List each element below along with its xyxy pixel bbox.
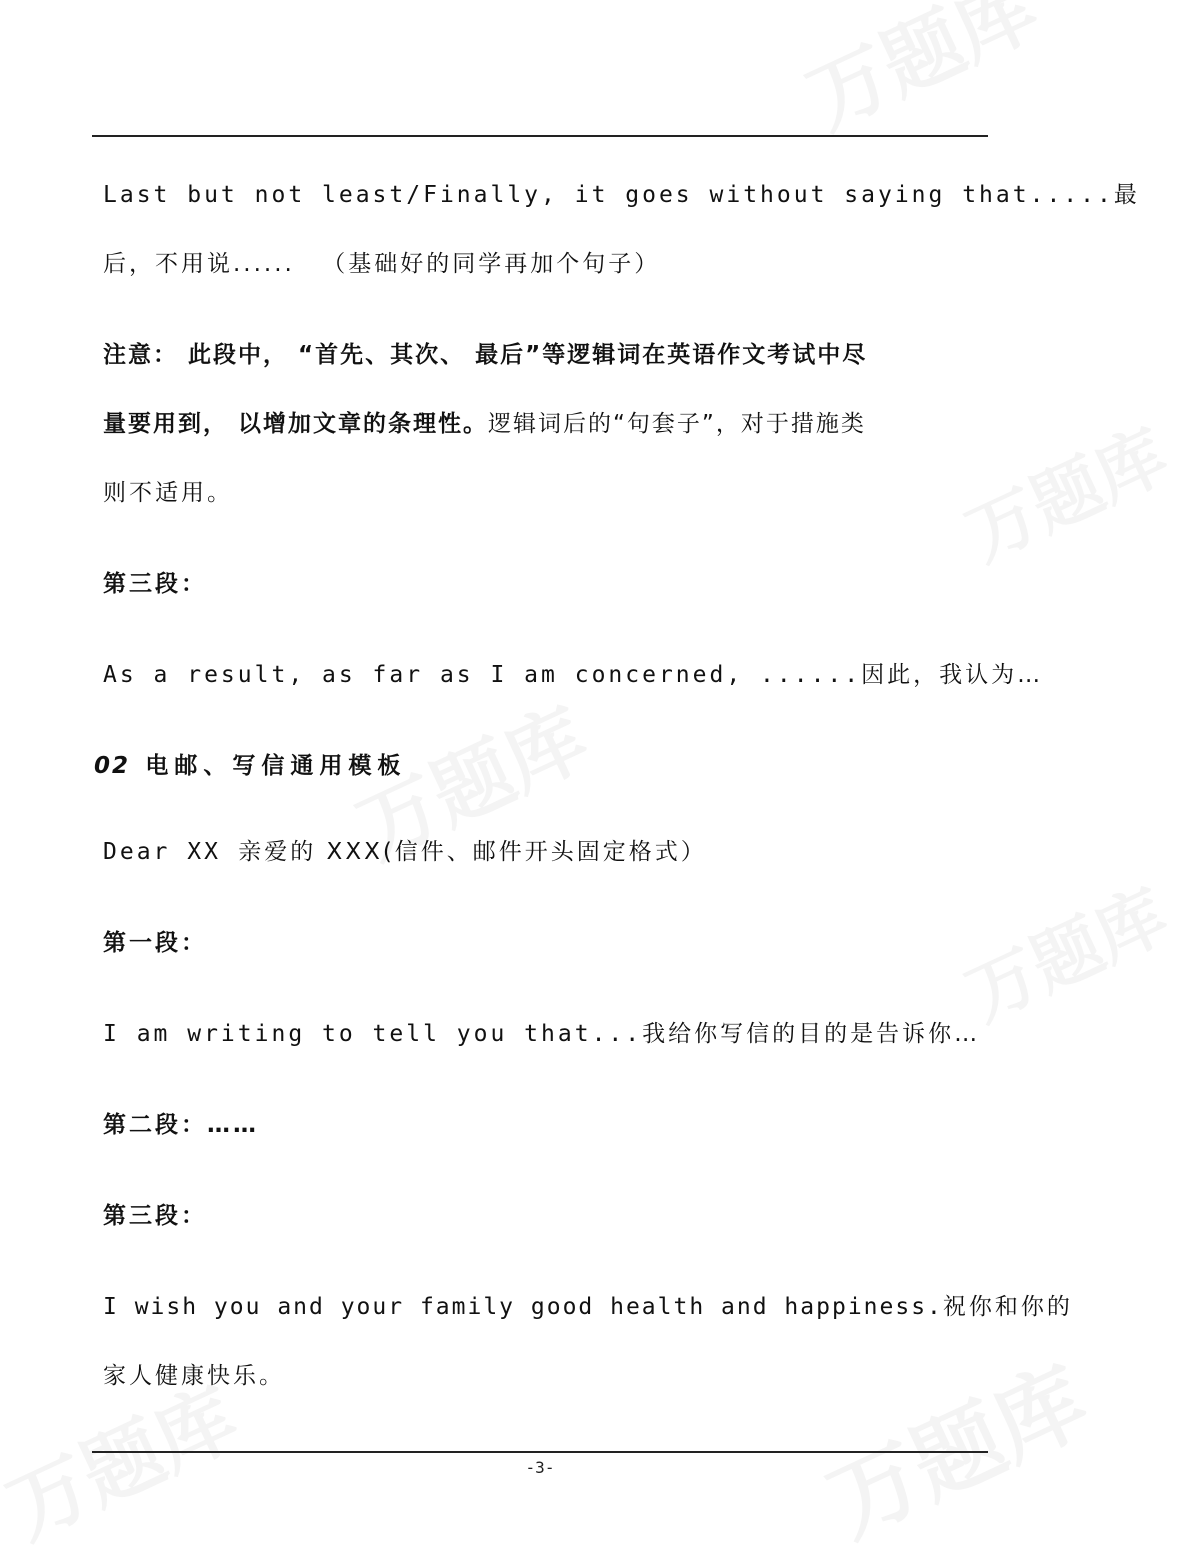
watermark-right: [948, 400, 1181, 580]
header-rule: [92, 135, 988, 137]
finally-sentence-zh-start: 最: [1113, 182, 1140, 208]
section-number: 02: [94, 753, 131, 779]
closing-line-1: [103, 1290, 1073, 1324]
section-heading: [94, 749, 969, 783]
salutation-line: [103, 835, 978, 869]
section-title: 电邮、写信通用模板: [145, 753, 407, 779]
watermark-right-2: [948, 860, 1181, 1040]
paragraph-3b-label: 第三段：: [103, 1203, 207, 1229]
paragraph-2-dots: ……: [207, 1112, 259, 1138]
note-regular-text: 逻辑词后的“句套子”，对于措施类: [488, 411, 866, 437]
note-line-1: 注意： 此段中， “首先、其次、 最后”等逻辑词在英语作文考试中尽: [103, 342, 868, 368]
finally-sentence-note: （基础好的同学再加个句子）: [322, 251, 661, 277]
salutation-zh: 亲爱的 XXX(信件、邮件开头固定格式）: [238, 839, 707, 865]
closing-sentence-en: I wish you and your family good health and happiness.: [103, 1294, 943, 1320]
note-line-2: [103, 407, 978, 441]
finally-sentence-en: Last but not least/Finally, it goes without saying that.....: [103, 182, 1114, 208]
text-line-1: [103, 178, 1140, 212]
salutation-en: Dear XX: [103, 839, 221, 865]
text-line-2: [103, 247, 978, 281]
finally-sentence-zh: 后，不用说......: [103, 251, 295, 277]
opening-sentence-en: I am writing to tell you that...: [103, 1021, 643, 1047]
note-line-3: 则不适用。: [103, 480, 233, 506]
footer-rule: [92, 1451, 988, 1453]
conclusion-sentence-zh: 因此，我认为…: [861, 662, 1044, 688]
paragraph-2-line: [103, 1108, 978, 1142]
conclusion-sentence-en: As a result, as far as I am concerned, ......: [103, 662, 862, 688]
note-bold-text: 量要用到， 以增加文章的条理性。: [103, 411, 489, 437]
paragraph-1-label: 第一段：: [103, 930, 207, 956]
opening-sentence-zh: 我给你写信的目的是告诉你…: [642, 1021, 981, 1047]
watermark-top-right: [787, 0, 1053, 150]
paragraph-1-sentence: [103, 1017, 981, 1051]
closing-sentence-zh-start: 祝你和你的: [942, 1294, 1073, 1320]
paragraph-3-label: 第三段：: [103, 571, 207, 597]
paragraph-3-sentence: [103, 658, 1044, 692]
closing-line-2: 家人健康快乐。: [103, 1363, 285, 1389]
page-number: -3-: [525, 1458, 555, 1477]
paragraph-2-label: 第二段：: [103, 1112, 207, 1138]
